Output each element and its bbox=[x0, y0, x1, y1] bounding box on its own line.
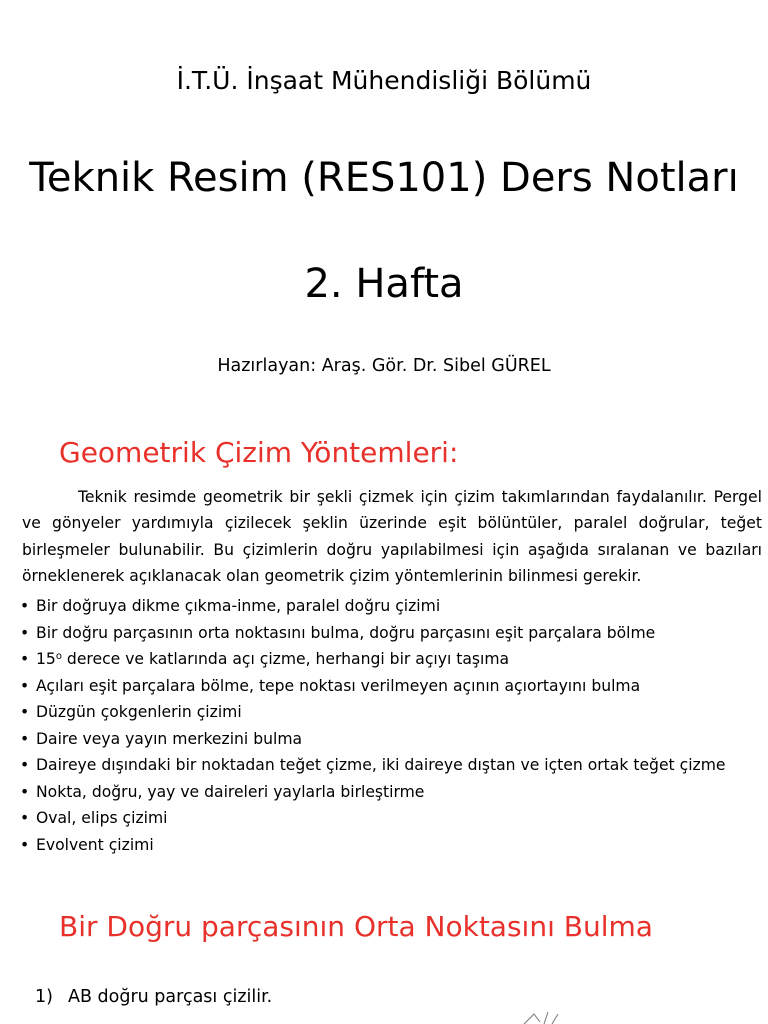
bullet-icon: • bbox=[20, 729, 30, 748]
list-item-text: Bir doğruya dikme çıkma-inme, paralel doğru çizimi bbox=[36, 597, 441, 615]
author-line: Hazırlayan: Araş. Gör. Dr. Sibel GÜREL bbox=[217, 356, 551, 376]
bullet-icon: • bbox=[20, 756, 30, 774]
bullet-icon: • bbox=[20, 650, 30, 668]
list-item-text: Açıları eşit parçalara bölme, tepe noktası verilmeyen açının açıortayını bulma bbox=[36, 676, 641, 695]
list-item bbox=[20, 752, 760, 779]
list-item-text: Daireye dışındaki bir noktadan teğet çizme, iki daireye dıştan ve içten ortak teğet çizme bbox=[36, 756, 726, 774]
list-item bbox=[20, 726, 760, 753]
angle-number: 15 bbox=[36, 650, 56, 668]
intro-text: Teknik resimde geometrik bir şekli çizmek için çizim takımlarından faydalanılır. Pergel ve gönyeler yardımıyla çizilecek şeklin üzerinde eşit bölüntüler, paralel doğrular, teğet birleşmeler bulunabilir. Bu çizimlerin doğru yapılabilmesi için aşağıda sıralanan ve bazıları örneklenerek açıklanacak olan geometrik çizim yöntemlerinin bilinmesi gerekir. bbox=[22, 488, 762, 585]
methods-list bbox=[20, 593, 760, 858]
list-item bbox=[20, 832, 760, 859]
bullet-icon: • bbox=[20, 597, 30, 615]
list-item-text: Oval, elips çizimi bbox=[36, 809, 168, 827]
section-heading-midpoint: Bir Doğru parçasının Orta Noktasını Bulma bbox=[59, 910, 653, 943]
degree-superscript: o bbox=[55, 651, 62, 662]
bullet-icon: • bbox=[20, 623, 30, 642]
bullet-icon: • bbox=[20, 782, 30, 801]
list-item bbox=[20, 779, 760, 806]
list-item bbox=[20, 673, 760, 700]
document-title: Teknik Resim (RES101) Ders Notları bbox=[29, 155, 739, 201]
step-1 bbox=[35, 987, 272, 1007]
list-item-text: Bir doğru parçasının orta noktasını bulma, doğru parçasını eşit parçalara bölme bbox=[36, 623, 656, 642]
list-item bbox=[20, 593, 760, 620]
list-item bbox=[20, 699, 760, 726]
list-item bbox=[20, 620, 760, 647]
step-number: 1) bbox=[35, 987, 53, 1007]
list-item-text: Nokta, doğru, yay ve daireleri yaylarla birleştirme bbox=[36, 782, 425, 801]
list-item-text: Daire veya yayın merkezini bulma bbox=[36, 729, 303, 748]
bullet-icon: • bbox=[20, 703, 30, 721]
list-item-text: derece ve katlarında açı çizme, herhangi bir açıyı taşıma bbox=[61, 650, 510, 668]
list-item bbox=[20, 646, 760, 673]
university-name: İ.T.Ü. İnşaat Mühendisliği Bölümü bbox=[176, 66, 592, 95]
intro-paragraph bbox=[22, 484, 762, 589]
list-item bbox=[20, 805, 760, 832]
bullet-icon: • bbox=[20, 835, 30, 854]
construction-sketch-icon bbox=[518, 1008, 578, 1024]
week-label: 2. Hafta bbox=[304, 261, 464, 307]
bullet-icon: • bbox=[20, 809, 30, 827]
list-item-text: Evolvent çizimi bbox=[36, 835, 154, 854]
section-heading-geometric-methods: Geometrik Çizim Yöntemleri: bbox=[59, 436, 459, 469]
step-text: AB doğru parçası çizilir. bbox=[68, 987, 273, 1007]
list-item-text: Düzgün çokgenlerin çizimi bbox=[36, 703, 242, 721]
bullet-icon: • bbox=[20, 676, 30, 695]
